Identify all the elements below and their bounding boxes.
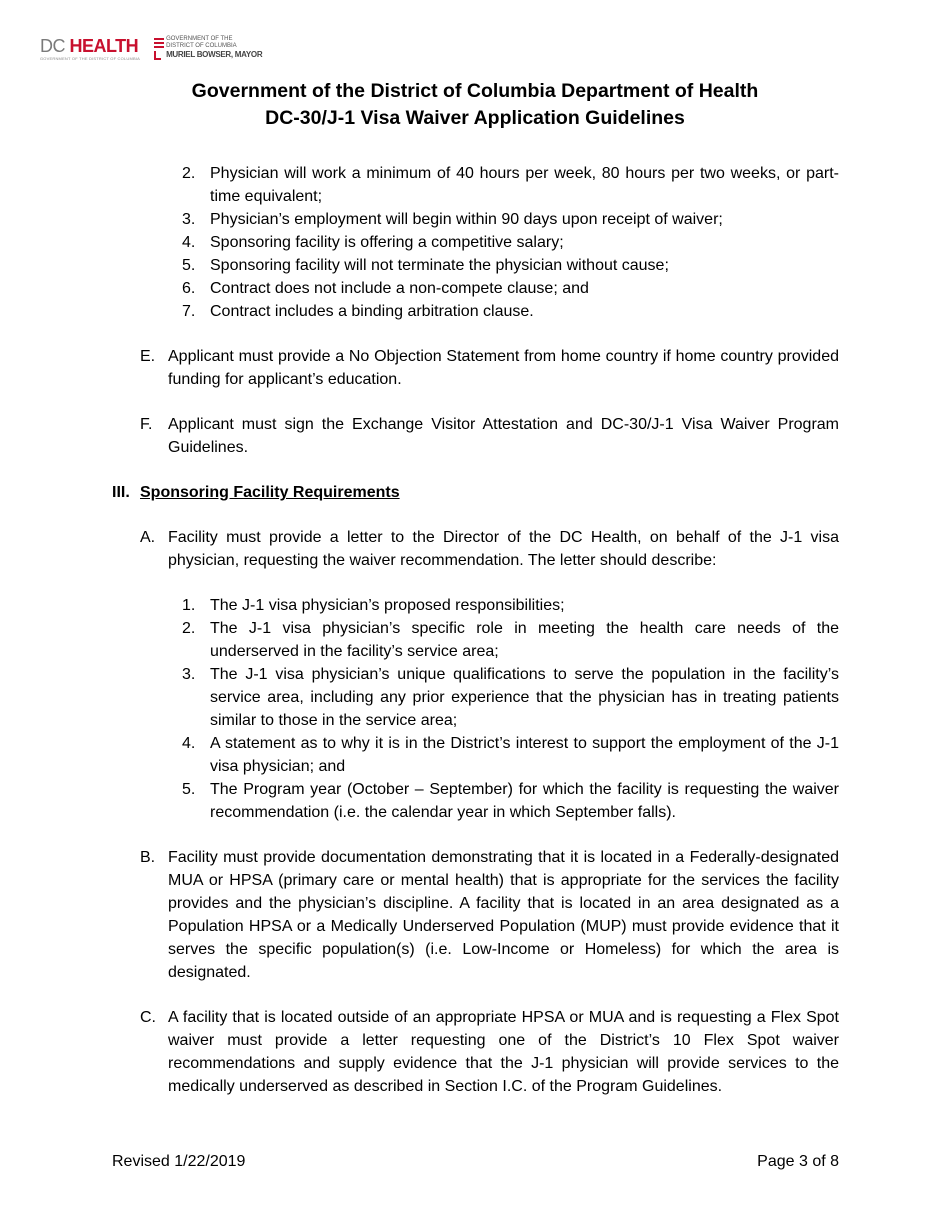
list-item: 3. Physician’s employment will begin within 90 days upon receipt of waiver; — [182, 211, 723, 228]
list-item: 5. The Program year (October – September) for which the facility is requesting the waiver recommendation (i.e. the calendar year in which September falls). — [182, 781, 839, 821]
document-body — [112, 162, 839, 1098]
list-item: 5. Sponsoring facility will not terminate the physician without cause; — [182, 257, 669, 274]
logo-health-text: HEALTH — [69, 36, 139, 56]
item-f: F. Applicant must sign the Exchange Visitor Attestation and DC-30/J-1 Visa Waiver Program Guidelines. — [140, 416, 839, 456]
item-a: A. Facility must provide a letter to the Director of the DC Health, on behalf of the J-1 visa physician, requesting the waiver recommendation. The letter should describe: — [140, 529, 839, 569]
page-footer — [112, 1150, 839, 1173]
list-item: 3. The J-1 visa physician’s unique qualifications to serve the population in the facility’s service area, including any prior experience that the physician has in treating patients similar to those in the service area; — [182, 666, 839, 729]
revised-date: Revised 1/22/2019 — [112, 1153, 246, 1170]
list-item: 2. Physician will work a minimum of 40 hours per week, 80 hours per two weeks, or part-time equivalent; — [182, 165, 839, 205]
list-item: 7. Contract includes a binding arbitration clause. — [182, 303, 534, 320]
dc-health-logo — [40, 36, 140, 62]
item-c: C. A facility that is located outside of an appropriate HPSA or MUA and is requesting a Flex Spot waiver must provide a letter requesting one of the District’s 10 Flex Spot waiver recommendations and supply evidence that the J-1 physician will provide services to the medically underserved as described in Section I.C. of the Program Guidelines. — [140, 1009, 839, 1095]
list-item: 4. Sponsoring facility is offering a competitive salary; — [182, 234, 564, 251]
list-item: 1. The J-1 visa physician’s proposed responsibilities; — [182, 597, 565, 614]
gov-line-1: GOVERNMENT OF THE — [166, 36, 233, 42]
list-item: 6. Contract does not include a non-compete clause; and — [182, 280, 589, 297]
dc-government-logo — [154, 36, 262, 60]
page-number: Page 3 of 8 — [757, 1153, 839, 1170]
header-logos — [40, 36, 262, 68]
item-e: E. Applicant must provide a No Objection Statement from home country if home country provided funding for applicant’s education. — [140, 348, 839, 388]
title-line-2: DC-30/J-1 Visa Waiver Application Guidelines — [265, 107, 685, 129]
section-heading: III. Sponsoring Facility Requirements — [112, 484, 400, 501]
list-item: 4. A statement as to why it is in the District’s interest to support the employment of the J-1 visa physician; and — [182, 735, 839, 775]
logo-tagline: GOVERNMENT OF THE DISTRICT OF COLUMBIA — [40, 56, 141, 61]
dc-flag-icon — [154, 36, 164, 60]
page-title — [0, 78, 950, 132]
list-item: 2. The J-1 visa physician’s specific role in meeting the health care needs of the underserved in the facility’s service area; — [182, 620, 839, 660]
gov-line-2: DISTRICT OF COLUMBIA — [166, 43, 237, 49]
item-b: B. Facility must provide documentation demonstrating that it is located in a Federally-designated MUA or HPSA (primary care or mental health) that is appropriate for the services the facility provides and the physician’s discipline. A facility that is located in an area designated as a Population HPSA or a Medically Underserved Population (MUP) must provide evidence that it serves the specific population(s) (i.e. Low-Income or Homeless) for which the area is designated. — [140, 849, 839, 981]
gov-mayor: MURIEL BOWSER, MAYOR — [166, 50, 263, 59]
logo-dc-text: DC — [40, 36, 65, 56]
title-line-1: Government of the District of Columbia Department of Health — [191, 80, 759, 102]
